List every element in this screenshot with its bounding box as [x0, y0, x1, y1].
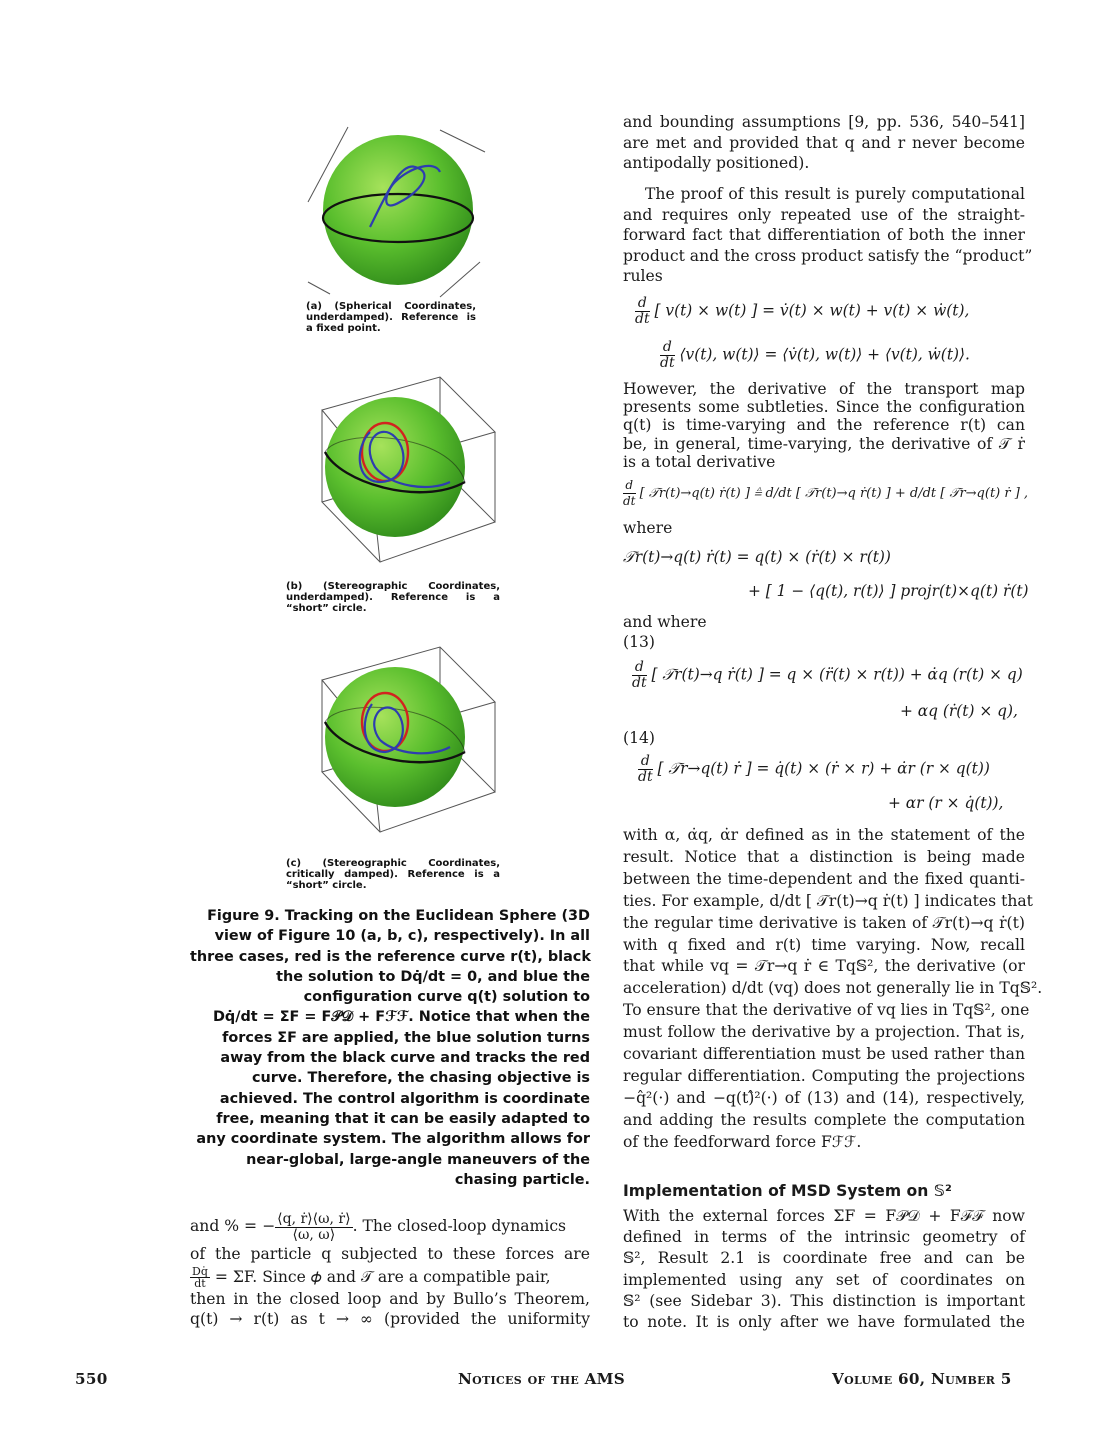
- equation-body: + αq (ṙ(t) × q),: [900, 702, 1018, 720]
- fraction-denominator: dt: [623, 494, 636, 508]
- page-number: 550: [75, 1370, 108, 1388]
- inline-fraction: [275, 1212, 352, 1243]
- journal-name: Notices of the AMS: [458, 1370, 626, 1388]
- equation-body: [ 𝒯r(t)→q(t) ṙ(t) ] ≜ d/dt [ 𝒯r(t)→q ṙ(t) ] + d/dt [ 𝒯r→q(t) ṙ ] ,: [639, 486, 1029, 501]
- fraction-numerator: d: [623, 478, 636, 494]
- fraction-numerator: d: [638, 754, 653, 770]
- figure-b-caption: (b) (Stereographic Coordinates, underdamped). Reference is a “short” circle.: [286, 581, 500, 614]
- text-line: regular differentiation. Computing the projections: [623, 1066, 1025, 1085]
- left-column-text: [190, 1208, 590, 1330]
- text-line: then in the closed loop and by Bullo’s Theorem,: [190, 1289, 590, 1308]
- text-line: 𝕊² (see Sidebar 3). This distinction is important: [623, 1291, 1025, 1310]
- fraction-denominator: dt: [635, 311, 650, 327]
- text-line: The proof of this result is purely computational: [645, 185, 1025, 203]
- right-column-p1: [623, 112, 1025, 174]
- right-column-p2: [623, 184, 1033, 287]
- text-line: is a total derivative: [623, 452, 776, 471]
- fraction-numerator: d: [632, 660, 647, 676]
- caption-line: achieved. The control algorithm is coordinate: [219, 1090, 590, 1107]
- derivative-operator: [635, 296, 650, 327]
- equation-body: + αr (r × q̇(t)),: [888, 794, 1004, 812]
- text-line: q(t) is time-varying and the reference r(t) can: [623, 416, 1025, 435]
- derivative-operator: [632, 660, 647, 691]
- caption-line: Dq̇/dt = ΣF = F𝒫𝒟 + Fℱℱ. Notice that when the: [212, 1009, 590, 1026]
- derivative-operator: [638, 754, 653, 785]
- text-line: are met and provided that q and r never become: [623, 133, 1025, 152]
- text-line: forward fact that differentiation of both the inner: [623, 226, 1025, 244]
- text-line: presents some subtleties. Since the configuration: [623, 398, 1025, 417]
- text-line: of the feedforward force Fℱℱ.: [623, 1132, 862, 1151]
- caption-line: away from the black curve and tracks the red: [220, 1050, 590, 1067]
- figure-a-sphere: [300, 122, 500, 302]
- text-line: and adding the results complete the computation: [623, 1110, 1025, 1129]
- text-line: However, the derivative of the transport map: [623, 380, 1025, 398]
- fraction-denominator: dt: [194, 1277, 206, 1290]
- right-column-p4: [623, 825, 1043, 1154]
- text-line: of the particle q subjected to these forces are: [190, 1245, 590, 1263]
- fraction-denominator: ⟨ω, ω⟩: [292, 1226, 336, 1243]
- text-line: ties. For example, d/dt [ 𝒯r(t)→q ṙ(t) ] indicates that: [623, 891, 1033, 910]
- text-line: −q̂²(·) and −q(t)̂²(·) of (13) and (14), respectively,: [623, 1088, 1025, 1107]
- fraction-denominator: dt: [632, 675, 647, 691]
- figure-c-sphere: [300, 642, 510, 842]
- equation-total-derivative: [623, 478, 1028, 509]
- caption-line: chasing particle.: [454, 1171, 590, 1188]
- right-where-1: [623, 518, 672, 539]
- text-line: where: [623, 519, 673, 537]
- caption-line: any coordinate system. The algorithm allows for: [196, 1131, 590, 1148]
- derivative-operator: [660, 340, 675, 371]
- text-fragment: and % = −: [190, 1217, 276, 1235]
- caption-line: forces ΣF are applied, the blue solution turns: [222, 1029, 590, 1046]
- text-line: acceleration) d/dt (vq) does not generally lie in Tq𝕊².: [623, 979, 1043, 998]
- equation-14-line-1: [638, 754, 990, 785]
- volume-number: Volume 60, Number 5: [832, 1370, 1012, 1388]
- caption-line: curve. Therefore, the chasing objective is: [252, 1070, 590, 1087]
- caption-line: configuration curve q(t) solution to: [303, 989, 590, 1006]
- equation-body: [ 𝒯r(t)→q ṙ(t) ] = q × (r̈(t) × r(t)) + α̇q (r(t) × q): [651, 665, 1023, 684]
- fraction-numerator: ⟨q, ṙ⟩⟨ω, ṙ⟩: [277, 1210, 351, 1227]
- equation-body: [ 𝒯r→q(t) ṙ ] = q̇(t) × (ṙ × r) + α̇r (r × q(t)): [657, 759, 990, 778]
- equation-body: ⟨v(t), w(t)⟩ = ⟨v̇(t), w(t)⟩ + ⟨v(t), ẇ(t)⟩.: [679, 345, 970, 364]
- text-line: With the external forces ΣF = F𝒫𝒟 + Fℱℱ now: [623, 1207, 1025, 1225]
- text-line: and requires only repeated use of the straight-: [623, 205, 1025, 224]
- text-line: product and the cross product satisfy the “product”: [623, 246, 1033, 265]
- caption-line: the solution to Dq̇/dt = 0, and blue the: [276, 968, 590, 985]
- text-line: To ensure that the derivative of vq lies in Tq𝕊², one: [623, 1001, 1030, 1020]
- fraction-denominator: dt: [638, 769, 653, 785]
- equation-number-13: (13): [623, 633, 656, 651]
- fraction-numerator: d: [660, 340, 675, 356]
- caption-line: view of Figure 10 (a, b, c), respectively). In all: [214, 928, 590, 945]
- equation-13-line-2: [900, 702, 1018, 720]
- text-line: between the time-dependent and the fixed quanti-: [623, 869, 1025, 888]
- equation-cross-product-rule: [635, 296, 969, 327]
- fraction-numerator: Dq̇: [192, 1265, 208, 1278]
- text-line: rules: [623, 267, 663, 285]
- text-line: the regular time derivative is taken of 𝒯r(t)→q ṙ(t): [623, 913, 1025, 932]
- text-line: implemented using any set of coordinates on: [623, 1270, 1025, 1289]
- equation-transport-2: [748, 582, 1029, 600]
- figure-a-caption: (a) (Spherical Coordinates, underdamped). Reference is a fixed point.: [306, 301, 476, 334]
- text-line: defined in terms of the intrinsic geometry of: [623, 1228, 1025, 1247]
- right-column-p5: [623, 1206, 1025, 1333]
- caption-line: Figure 9. Tracking on the Euclidean Sphere (3D: [207, 908, 590, 924]
- text-line: antipodally positioned).: [623, 154, 810, 172]
- right-column-p3: [623, 380, 1025, 471]
- text-line: [190, 1265, 590, 1289]
- text-line: and where: [623, 613, 707, 631]
- equation-body: [ v(t) × w(t) ] = v̇(t) × w(t) + v(t) × ẇ(t),: [654, 301, 970, 320]
- text-line: to note. It is only after we have formulated the: [623, 1313, 1025, 1332]
- text-line: that while vq = 𝒯r→q ṙ ∈ Tq𝕊², the derivative (or: [623, 957, 1025, 976]
- figure-c-caption: (c) (Stereographic Coordinates, critically damped). Reference is a “short” circle.: [286, 858, 500, 891]
- text-line: 𝕊², Result 2.1 is coordinate free and can be: [623, 1249, 1025, 1268]
- text-line: [190, 1208, 590, 1244]
- equation-number-14: (14): [623, 729, 656, 747]
- text-line: and bounding assumptions [9, pp. 536, 540–541]: [623, 113, 1025, 131]
- fraction-numerator: d: [635, 296, 650, 312]
- equation-13-line-1: [632, 660, 1023, 691]
- figure-9-caption: [190, 906, 590, 1190]
- caption-line: three cases, red is the reference curve r(t), black: [190, 948, 591, 965]
- caption-line: free, meaning that it can be easily adapted to: [216, 1110, 590, 1127]
- text-line: with q fixed and r(t) time varying. Now, recall: [623, 935, 1025, 954]
- right-where-2: [623, 612, 707, 633]
- text-line: covariant differentiation must be used rather than: [623, 1045, 1025, 1064]
- text-fragment: = ΣF. Since 𝜙 and 𝒯 are a compatible pair,: [214, 1267, 551, 1286]
- text-fragment: . The closed-loop dynamics: [352, 1217, 567, 1235]
- fraction-denominator: dt: [660, 355, 675, 371]
- text-line: with α, α̇q, α̇r defined as in the statement of the: [623, 826, 1025, 844]
- equation-inner-product-rule: [660, 340, 970, 371]
- equation-transport-1: [623, 548, 891, 567]
- derivative-operator: [623, 478, 636, 509]
- equation-14-line-2: [888, 794, 1003, 812]
- caption-line: near-global, large-angle maneuvers of the: [246, 1151, 590, 1168]
- text-line: q(t) → r(t) as t → ∞ (provided the uniformity: [190, 1310, 590, 1328]
- equation-body: + [ 1 − ⟨q(t), r(t)⟩ ] projr(t)×q(t) ṙ(t): [748, 582, 1029, 600]
- text-line: be, in general, time-varying, the derivative of 𝒯 ṙ: [623, 434, 1025, 453]
- figure-b-sphere: [300, 372, 510, 572]
- equation-body: 𝒯r(t)→q(t) ṙ(t) = q(t) × (ṙ(t) × r(t)): [623, 548, 891, 566]
- section-heading: Implementation of MSD System on 𝕊²: [623, 1182, 952, 1200]
- inline-fraction: [190, 1266, 210, 1289]
- text-line: must follow the derivative by a projection. That is,: [623, 1023, 1025, 1042]
- text-line: result. Notice that a distinction is being made: [623, 847, 1025, 866]
